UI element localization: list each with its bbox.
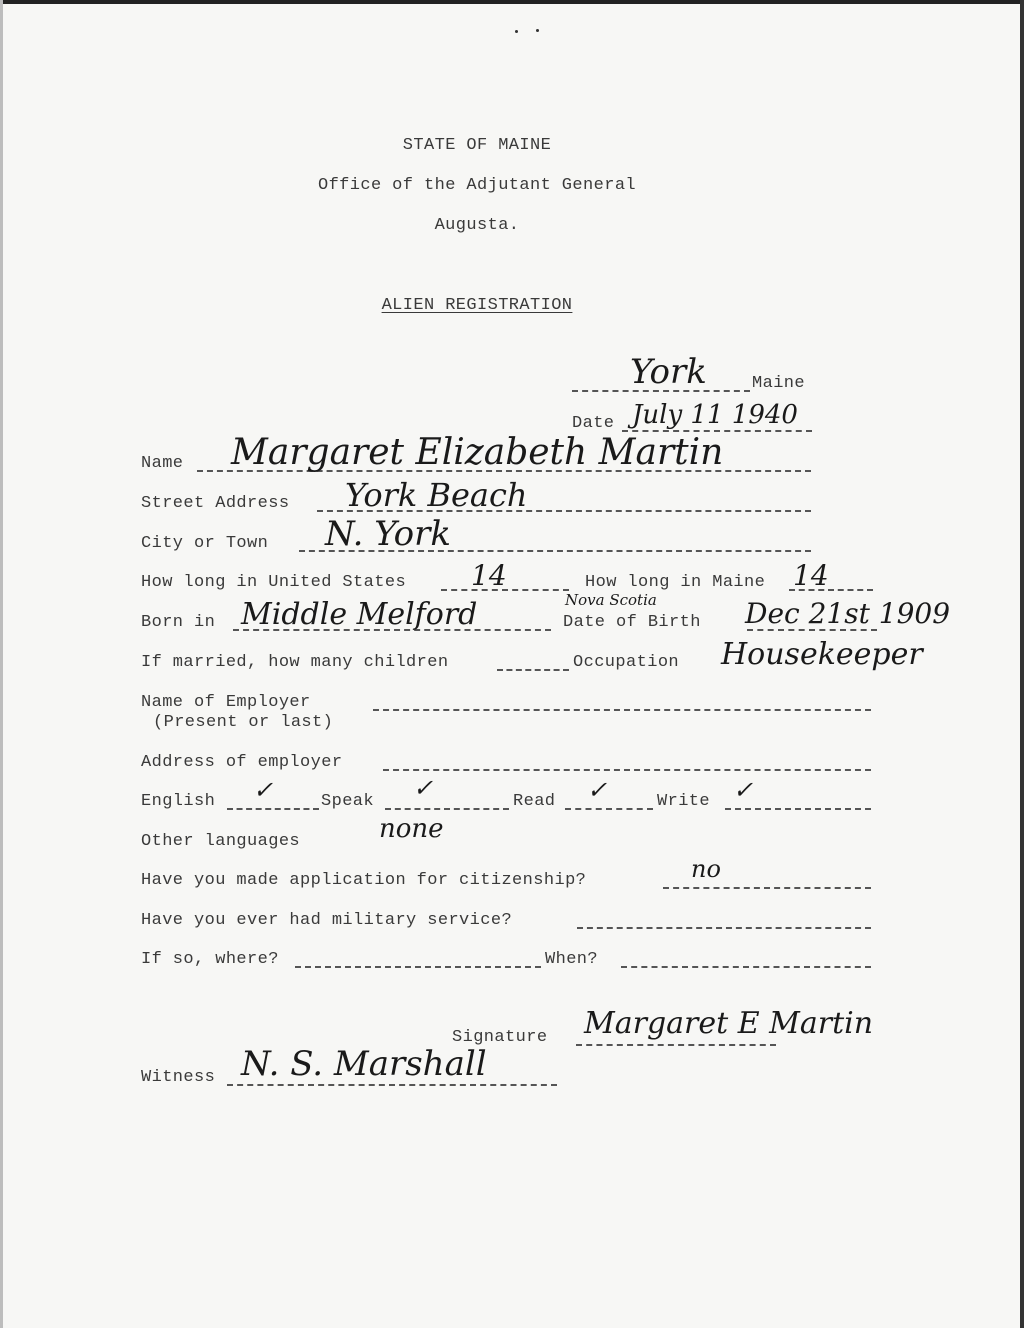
city-row bbox=[141, 514, 821, 560]
when-label: When? bbox=[545, 950, 599, 969]
witness-label: Witness bbox=[141, 1068, 216, 1087]
employer-dash bbox=[373, 709, 871, 711]
date-label: Date bbox=[572, 414, 615, 433]
name-value: Margaret Elizabeth Martin bbox=[231, 432, 724, 473]
witness-dash bbox=[227, 1084, 557, 1086]
employer-label: Name of Employer bbox=[141, 693, 311, 712]
speak-dash bbox=[385, 808, 509, 810]
date-value: July 11 1940 bbox=[632, 400, 798, 430]
me-years-label: How long in Maine bbox=[585, 573, 766, 592]
other-languages-row bbox=[141, 814, 541, 858]
dob-value: Dec 21st 1909 bbox=[745, 597, 951, 630]
form-title: ALIEN REGISTRATION bbox=[381, 296, 573, 315]
page-right-edge bbox=[1020, 0, 1024, 1328]
city-value: N. York bbox=[325, 514, 452, 554]
family-row bbox=[141, 637, 923, 679]
town-value: York bbox=[630, 352, 707, 392]
paper-speck bbox=[515, 30, 518, 33]
military-label: Have you ever had military service? bbox=[141, 911, 513, 930]
employer-row bbox=[141, 693, 881, 737]
city-heading: Augusta. bbox=[434, 216, 520, 235]
employer-address-label: Address of employer bbox=[141, 753, 343, 772]
where-dash bbox=[295, 966, 541, 968]
street-label: Street Address bbox=[141, 494, 290, 513]
city-label: City or Town bbox=[141, 534, 269, 553]
english-label: English bbox=[141, 792, 216, 811]
residence-row bbox=[141, 559, 881, 599]
when-dash bbox=[621, 966, 871, 968]
employer-address-dash bbox=[383, 769, 871, 771]
citizenship-label: Have you made application for citizenship? bbox=[141, 871, 587, 890]
write-check: ✓ bbox=[733, 776, 754, 804]
birth-row bbox=[141, 591, 951, 639]
witness-value: N. S. Marshall bbox=[241, 1044, 487, 1084]
maine-label: Maine bbox=[752, 374, 806, 393]
born-label: Born in bbox=[141, 613, 216, 632]
us-years-label: How long in United States bbox=[141, 573, 407, 592]
military-row bbox=[141, 911, 881, 937]
write-dash bbox=[725, 808, 871, 810]
page-top-edge bbox=[0, 0, 1024, 4]
citizenship-value: no bbox=[691, 855, 721, 883]
occupation-value: Housekeeper bbox=[721, 637, 923, 672]
english-dash bbox=[227, 808, 319, 810]
dob-label: Date of Birth bbox=[563, 613, 701, 632]
language-skills-row bbox=[141, 774, 881, 818]
write-label: Write bbox=[657, 792, 711, 811]
read-check: ✓ bbox=[587, 776, 608, 804]
children-label: If married, how many children bbox=[141, 653, 449, 672]
read-label: Read bbox=[513, 792, 556, 811]
citizenship-row bbox=[141, 855, 881, 897]
signature-dash bbox=[576, 1044, 776, 1046]
witness-row bbox=[141, 1044, 581, 1094]
name-label: Name bbox=[141, 454, 184, 473]
children-dash bbox=[497, 669, 569, 671]
born-value: Middle Melford bbox=[241, 597, 478, 632]
other-languages-label: Other languages bbox=[141, 832, 301, 851]
employer-address-row bbox=[141, 753, 881, 779]
employer-sublabel: (Present or last) bbox=[153, 713, 334, 732]
service-detail-row bbox=[141, 950, 881, 976]
read-dash bbox=[565, 808, 653, 810]
signature-row bbox=[452, 1006, 922, 1054]
born-note: Nova Scotia bbox=[565, 591, 657, 609]
citizenship-dash bbox=[663, 887, 871, 889]
street-value: York Beach bbox=[345, 476, 528, 514]
signature-value: Margaret E Martin bbox=[584, 1006, 874, 1041]
speak-check: ✓ bbox=[413, 774, 434, 802]
military-dash bbox=[577, 927, 871, 929]
town-row bbox=[572, 352, 832, 400]
page-left-edge bbox=[0, 0, 3, 1328]
where-label: If so, where? bbox=[141, 950, 279, 969]
us-years-value: 14 bbox=[471, 559, 507, 592]
paper-speck bbox=[536, 29, 539, 32]
state-heading: STATE OF MAINE bbox=[402, 136, 552, 155]
speak-label: Speak bbox=[321, 792, 375, 811]
office-heading: Office of the Adjutant General bbox=[317, 176, 637, 195]
me-years-value: 14 bbox=[793, 559, 829, 592]
other-languages-value: none bbox=[379, 814, 444, 844]
signature-label: Signature bbox=[452, 1028, 548, 1047]
english-check: ✓ bbox=[253, 776, 274, 804]
occupation-label: Occupation bbox=[573, 653, 680, 672]
street-row bbox=[141, 476, 821, 520]
